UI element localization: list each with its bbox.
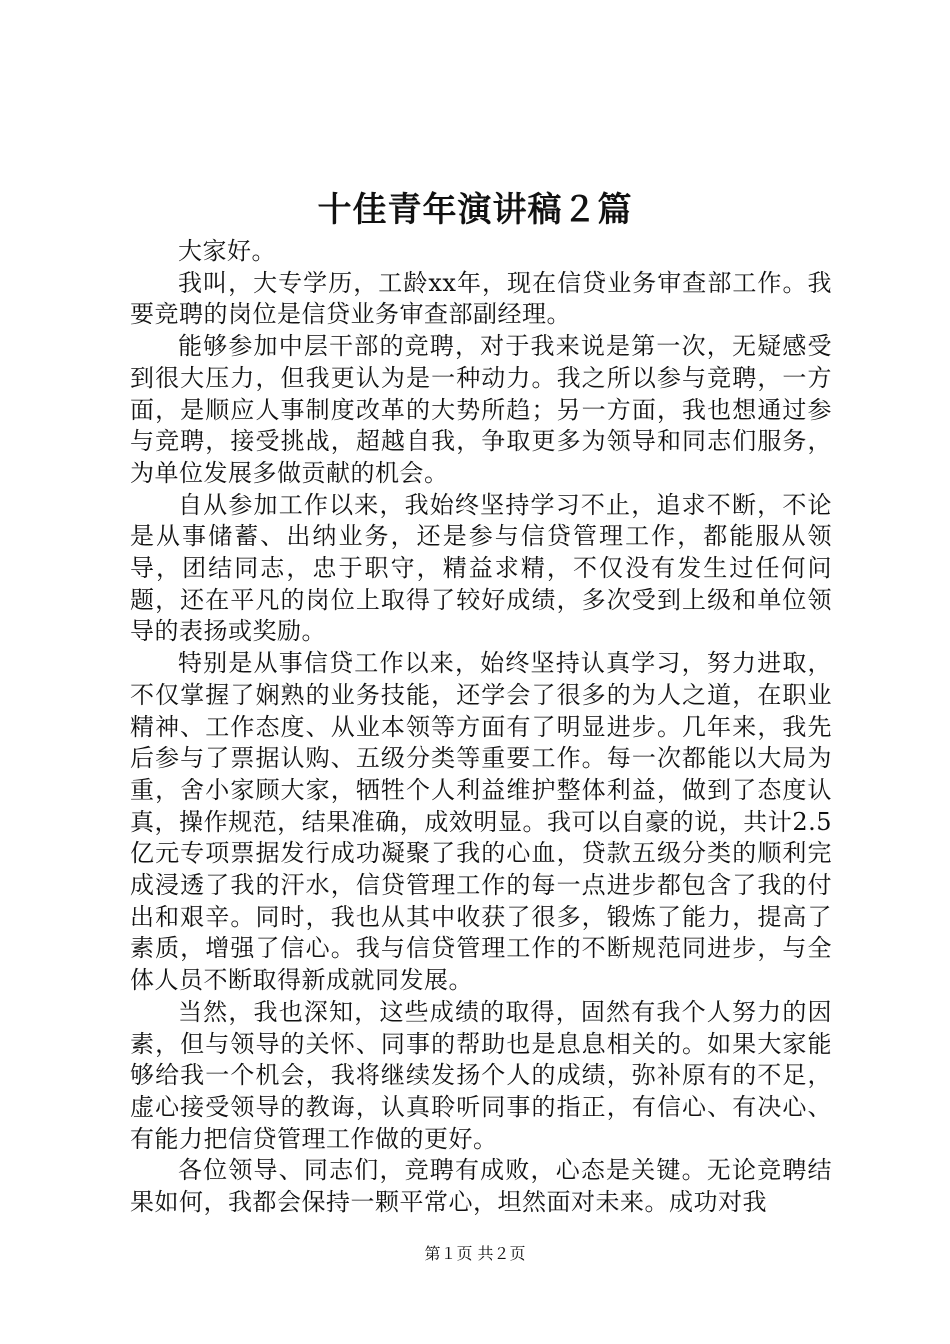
paragraph-credit-work: 特别是从事信贷工作以来，始终坚持认真学习，努力进取，不仅掌握了娴熟的业务技能，还学会了很多的为人之道，在职业精神、工作态度、从业本领等方面有了明显进步。几年来，我先后参与了票据认购、五级分类等重要工作。每一次都能以大局为重，舍小家顾大家，牺牲个人利益维护整体利益，做到了态度认真，操作规范，结果准确，成效明显。我可以自豪的说，共计2.5亿元专项票据发行成功凝聚了我的心血，贷款五级分类的顺利完成浸透了我的汗水，信贷管理工作的每一点进步都包含了我的付出和艰辛。同时，我也从其中收获了很多，锻炼了能力，提高了素质，增强了信心。我与信贷管理工作的不断规范同进步，与全体人员不断取得新成就同发展。 bbox=[130, 649, 832, 995]
document-title: 十佳青年演讲稿２篇 bbox=[317, 190, 633, 230]
paragraph-closing: 各位领导、同志们，竞聘有成败，心态是关键。无论竞聘结果如何，我都会保持一颗平常心，坦然面对未来。成功对我 bbox=[130, 1156, 832, 1217]
paragraph-acknowledgement: 当然，我也深知，这些成绩的取得，固然有我个人努力的因素，但与领导的关怀、同事的帮助也是息息相关的。如果大家能够给我一个机会，我将继续发扬个人的成绩，弥补原有的不足，虚心接受领导的教诲，认真聆听同事的指正，有信心、有决心、有能力把信贷管理工作做的更好。 bbox=[130, 997, 832, 1153]
paragraph-work-history: 自从参加工作以来，我始终坚持学习不止，追求不断，不论是从事储蓄、出纳业务，还是参与信贷管理工作，都能服从领导，团结同志，忠于职守，精益求精，不仅没有发生过任何问题，还在平凡的岗位上取得了较好成绩，多次受到上级和单位领导的表扬或奖励。 bbox=[130, 490, 832, 646]
paragraph-introduction: 我叫，大专学历，工龄xx年，现在信贷业务审查部工作。我要竞聘的岗位是信贷业务审查部副经理。 bbox=[130, 268, 832, 329]
page-number: 第１页 共２页 bbox=[424, 1244, 526, 1263]
paragraph-greeting: 大家好。 bbox=[178, 237, 276, 265]
paragraph-motivation: 能够参加中层干部的竞聘，对于我来说是第一次，无疑感受到很大压力，但我更认为是一种动力。我之所以参与竞聘，一方面，是顺应人事制度改革的大势所趋；另一方面，我也想通过参与竞聘，接受挑战，超越自我，争取更多为领导和同志们服务，为单位发展多做贡献的机会。 bbox=[130, 332, 832, 487]
document-body bbox=[130, 236, 832, 1219]
